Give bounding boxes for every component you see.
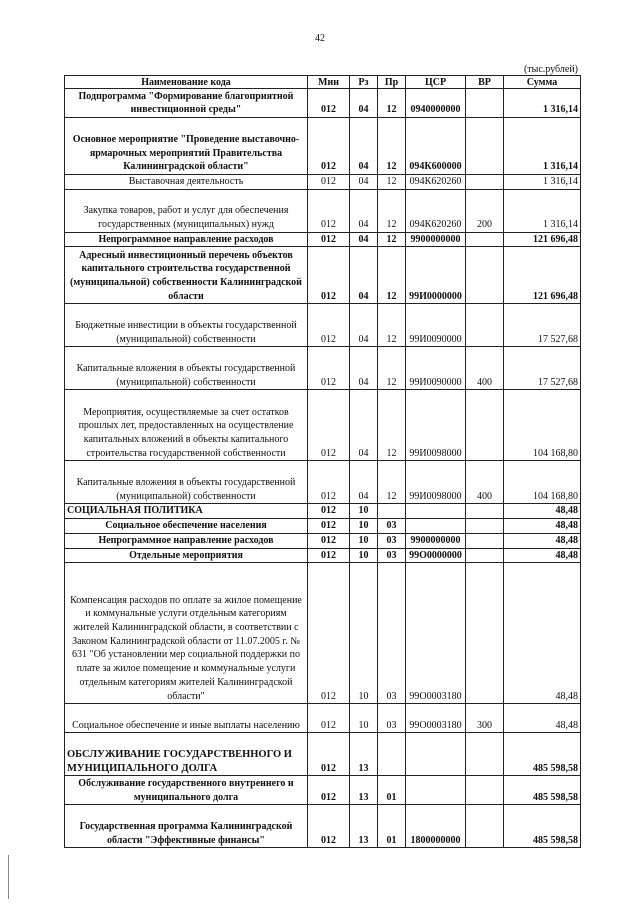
row-rz: 04 — [350, 461, 378, 504]
col-header-pr: Пр — [378, 76, 406, 89]
row-pr: 12 — [378, 461, 406, 504]
row-name: Закупка товаров, работ и услуг для обеспечения государственных (муниципальных) нужд — [65, 189, 308, 232]
row-rz: 04 — [350, 89, 378, 118]
row-pr: 03 — [378, 563, 406, 704]
row-min: 012 — [308, 89, 350, 118]
table-row — [65, 733, 581, 776]
row-name: Компенсация расходов по оплате за жилое помещение и коммунальные услуги отдельным категориям жителей Калининградской области, в соответствии с Законом Калининградской области от 11.07.2005 г. № 631 "Об установлении мер социальной поддержки по плате за жилое помещение и коммунальные услуги отдельным категориям жителей Калининградской области" — [65, 563, 308, 704]
row-min: 012 — [308, 563, 350, 704]
table-row — [65, 548, 581, 563]
table-row — [65, 776, 581, 805]
row-csr: 99О0003180 — [406, 563, 466, 704]
row-csr: 1800000000 — [406, 805, 466, 848]
row-sum: 1 316,14 — [504, 175, 581, 190]
row-csr: 094К620260 — [406, 189, 466, 232]
row-rz: 04 — [350, 232, 378, 247]
row-rz: 10 — [350, 504, 378, 519]
row-pr: 12 — [378, 390, 406, 461]
row-sum: 1 316,14 — [504, 89, 581, 118]
row-rz: 10 — [350, 533, 378, 548]
row-min: 012 — [308, 232, 350, 247]
row-csr: 99И0000000 — [406, 247, 466, 304]
row-name: Социальное обеспечение и иные выплаты населению — [65, 704, 308, 733]
table-header-row — [65, 76, 581, 89]
row-pr: 12 — [378, 189, 406, 232]
row-csr: 0940000000 — [406, 89, 466, 118]
row-sum: 104 168,80 — [504, 461, 581, 504]
row-min: 012 — [308, 247, 350, 304]
row-vr — [466, 563, 504, 704]
row-name: Мероприятия, осуществляемые за счет остатков прошлых лет, предоставленных на осуществление капитальных вложений в объекты капитального строительства государственной собственности — [65, 390, 308, 461]
row-name: Государственная программа Калининградской области "Эффективные финансы" — [65, 805, 308, 848]
row-vr — [466, 548, 504, 563]
row-vr — [466, 533, 504, 548]
table-row — [65, 390, 581, 461]
row-vr — [466, 232, 504, 247]
table-row — [65, 189, 581, 232]
row-name: Непрограммное направление расходов — [65, 533, 308, 548]
row-sum: 48,48 — [504, 704, 581, 733]
row-min: 012 — [308, 175, 350, 190]
row-pr — [378, 733, 406, 776]
row-vr — [466, 175, 504, 190]
row-vr — [466, 776, 504, 805]
row-vr — [466, 247, 504, 304]
row-rz: 10 — [350, 519, 378, 534]
row-name: Основное мероприятие "Проведение выставочно-ярмарочных мероприятий Правительства Калининградской области" — [65, 118, 308, 175]
row-csr: 99И0098000 — [406, 390, 466, 461]
row-rz: 10 — [350, 563, 378, 704]
row-min: 012 — [308, 118, 350, 175]
table-row — [65, 519, 581, 534]
col-header-min: Мин — [308, 76, 350, 89]
col-header-sum: Сумма — [504, 76, 581, 89]
row-sum: 485 598,58 — [504, 776, 581, 805]
row-rz: 13 — [350, 805, 378, 848]
row-min: 012 — [308, 461, 350, 504]
row-vr — [466, 519, 504, 534]
row-pr: 03 — [378, 548, 406, 563]
row-sum: 48,48 — [504, 533, 581, 548]
row-rz: 04 — [350, 247, 378, 304]
row-vr — [466, 733, 504, 776]
row-name: Капитальные вложения в объекты государственной (муниципальной) собственности — [65, 347, 308, 390]
row-pr: 12 — [378, 175, 406, 190]
table-row — [65, 89, 581, 118]
row-min: 012 — [308, 504, 350, 519]
row-min: 012 — [308, 548, 350, 563]
row-rz: 13 — [350, 733, 378, 776]
row-sum: 121 696,48 — [504, 232, 581, 247]
row-min: 012 — [308, 390, 350, 461]
row-min: 012 — [308, 776, 350, 805]
row-rz: 13 — [350, 776, 378, 805]
row-rz: 04 — [350, 189, 378, 232]
row-rz: 10 — [350, 548, 378, 563]
row-vr: 400 — [466, 461, 504, 504]
row-pr: 12 — [378, 304, 406, 347]
row-csr: 9900000000 — [406, 232, 466, 247]
row-sum: 48,48 — [504, 563, 581, 704]
col-header-vr: ВР — [466, 76, 504, 89]
row-csr: 99И0090000 — [406, 304, 466, 347]
row-rz: 04 — [350, 390, 378, 461]
row-pr: 03 — [378, 704, 406, 733]
row-min: 012 — [308, 304, 350, 347]
row-csr: 99И0090000 — [406, 347, 466, 390]
table-row — [65, 533, 581, 548]
row-name: ОБСЛУЖИВАНИЕ ГОСУДАРСТВЕННОГО И МУНИЦИПАЛЬНОГО ДОЛГА — [65, 733, 308, 776]
row-csr — [406, 733, 466, 776]
row-sum: 485 598,58 — [504, 805, 581, 848]
row-vr — [466, 805, 504, 848]
row-pr: 01 — [378, 776, 406, 805]
table-row — [65, 704, 581, 733]
row-sum: 1 316,14 — [504, 118, 581, 175]
col-header-csr: ЦСР — [406, 76, 466, 89]
row-pr: 01 — [378, 805, 406, 848]
units-label: (тыс.рублей) — [523, 64, 578, 75]
page-number: 42 — [315, 33, 325, 44]
row-csr: 99И0098000 — [406, 461, 466, 504]
row-csr: 99О0000000 — [406, 548, 466, 563]
row-vr — [466, 89, 504, 118]
row-rz: 04 — [350, 175, 378, 190]
table-row — [65, 805, 581, 848]
row-sum: 17 527,68 — [504, 347, 581, 390]
row-rz: 04 — [350, 304, 378, 347]
row-pr: 12 — [378, 232, 406, 247]
row-name: Выставочная деятельность — [65, 175, 308, 190]
row-csr: 99О0003180 — [406, 704, 466, 733]
row-csr: 094К620260 — [406, 175, 466, 190]
table-row — [65, 175, 581, 190]
row-sum: 485 598,58 — [504, 733, 581, 776]
table-row — [65, 118, 581, 175]
row-pr: 12 — [378, 89, 406, 118]
row-rz: 04 — [350, 118, 378, 175]
row-pr: 12 — [378, 247, 406, 304]
row-min: 012 — [308, 733, 350, 776]
row-rz: 04 — [350, 347, 378, 390]
col-header-rz: Рз — [350, 76, 378, 89]
table-row — [65, 563, 581, 704]
row-vr: 300 — [466, 704, 504, 733]
table-row — [65, 247, 581, 304]
row-csr: 094К600000 — [406, 118, 466, 175]
row-name: Обслуживание государственного внутреннего и муниципального долга — [65, 776, 308, 805]
row-vr — [466, 304, 504, 347]
row-sum: 104 168,80 — [504, 390, 581, 461]
scan-artifact-line — [8, 855, 9, 899]
row-pr: 12 — [378, 118, 406, 175]
row-min: 012 — [308, 805, 350, 848]
row-pr — [378, 504, 406, 519]
table-row — [65, 232, 581, 247]
row-rz: 10 — [350, 704, 378, 733]
row-name: Отдельные мероприятия — [65, 548, 308, 563]
row-min: 012 — [308, 189, 350, 232]
row-name: Бюджетные инвестиции в объекты государственной (муниципальной) собственности — [65, 304, 308, 347]
budget-table — [64, 75, 581, 848]
row-min: 012 — [308, 519, 350, 534]
row-sum: 121 696,48 — [504, 247, 581, 304]
row-pr: 03 — [378, 533, 406, 548]
row-pr: 12 — [378, 347, 406, 390]
row-min: 012 — [308, 347, 350, 390]
row-sum: 48,48 — [504, 548, 581, 563]
row-csr: 9900000000 — [406, 533, 466, 548]
row-min: 012 — [308, 533, 350, 548]
row-name: Подпрограмма "Формирование благоприятной инвестиционной среды" — [65, 89, 308, 118]
table-row — [65, 461, 581, 504]
row-sum: 48,48 — [504, 504, 581, 519]
row-csr — [406, 776, 466, 805]
row-vr — [466, 504, 504, 519]
row-vr — [466, 118, 504, 175]
row-csr — [406, 519, 466, 534]
row-csr — [406, 504, 466, 519]
col-header-name: Наименование кода — [65, 76, 308, 89]
row-name: Адресный инвестиционный перечень объектов капитального строительства государственной (муниципальной) собственности Калининградской области — [65, 247, 308, 304]
table-row — [65, 347, 581, 390]
row-pr: 03 — [378, 519, 406, 534]
row-min: 012 — [308, 704, 350, 733]
row-sum: 17 527,68 — [504, 304, 581, 347]
row-vr — [466, 390, 504, 461]
table-row — [65, 504, 581, 519]
row-name: Социальное обеспечение населения — [65, 519, 308, 534]
row-sum: 48,48 — [504, 519, 581, 534]
row-name: СОЦИАЛЬНАЯ ПОЛИТИКА — [65, 504, 308, 519]
row-vr: 200 — [466, 189, 504, 232]
row-name: Непрограммное направление расходов — [65, 232, 308, 247]
row-vr: 400 — [466, 347, 504, 390]
row-sum: 1 316,14 — [504, 189, 581, 232]
table-row — [65, 304, 581, 347]
row-name: Капитальные вложения в объекты государственной (муниципальной) собственности — [65, 461, 308, 504]
